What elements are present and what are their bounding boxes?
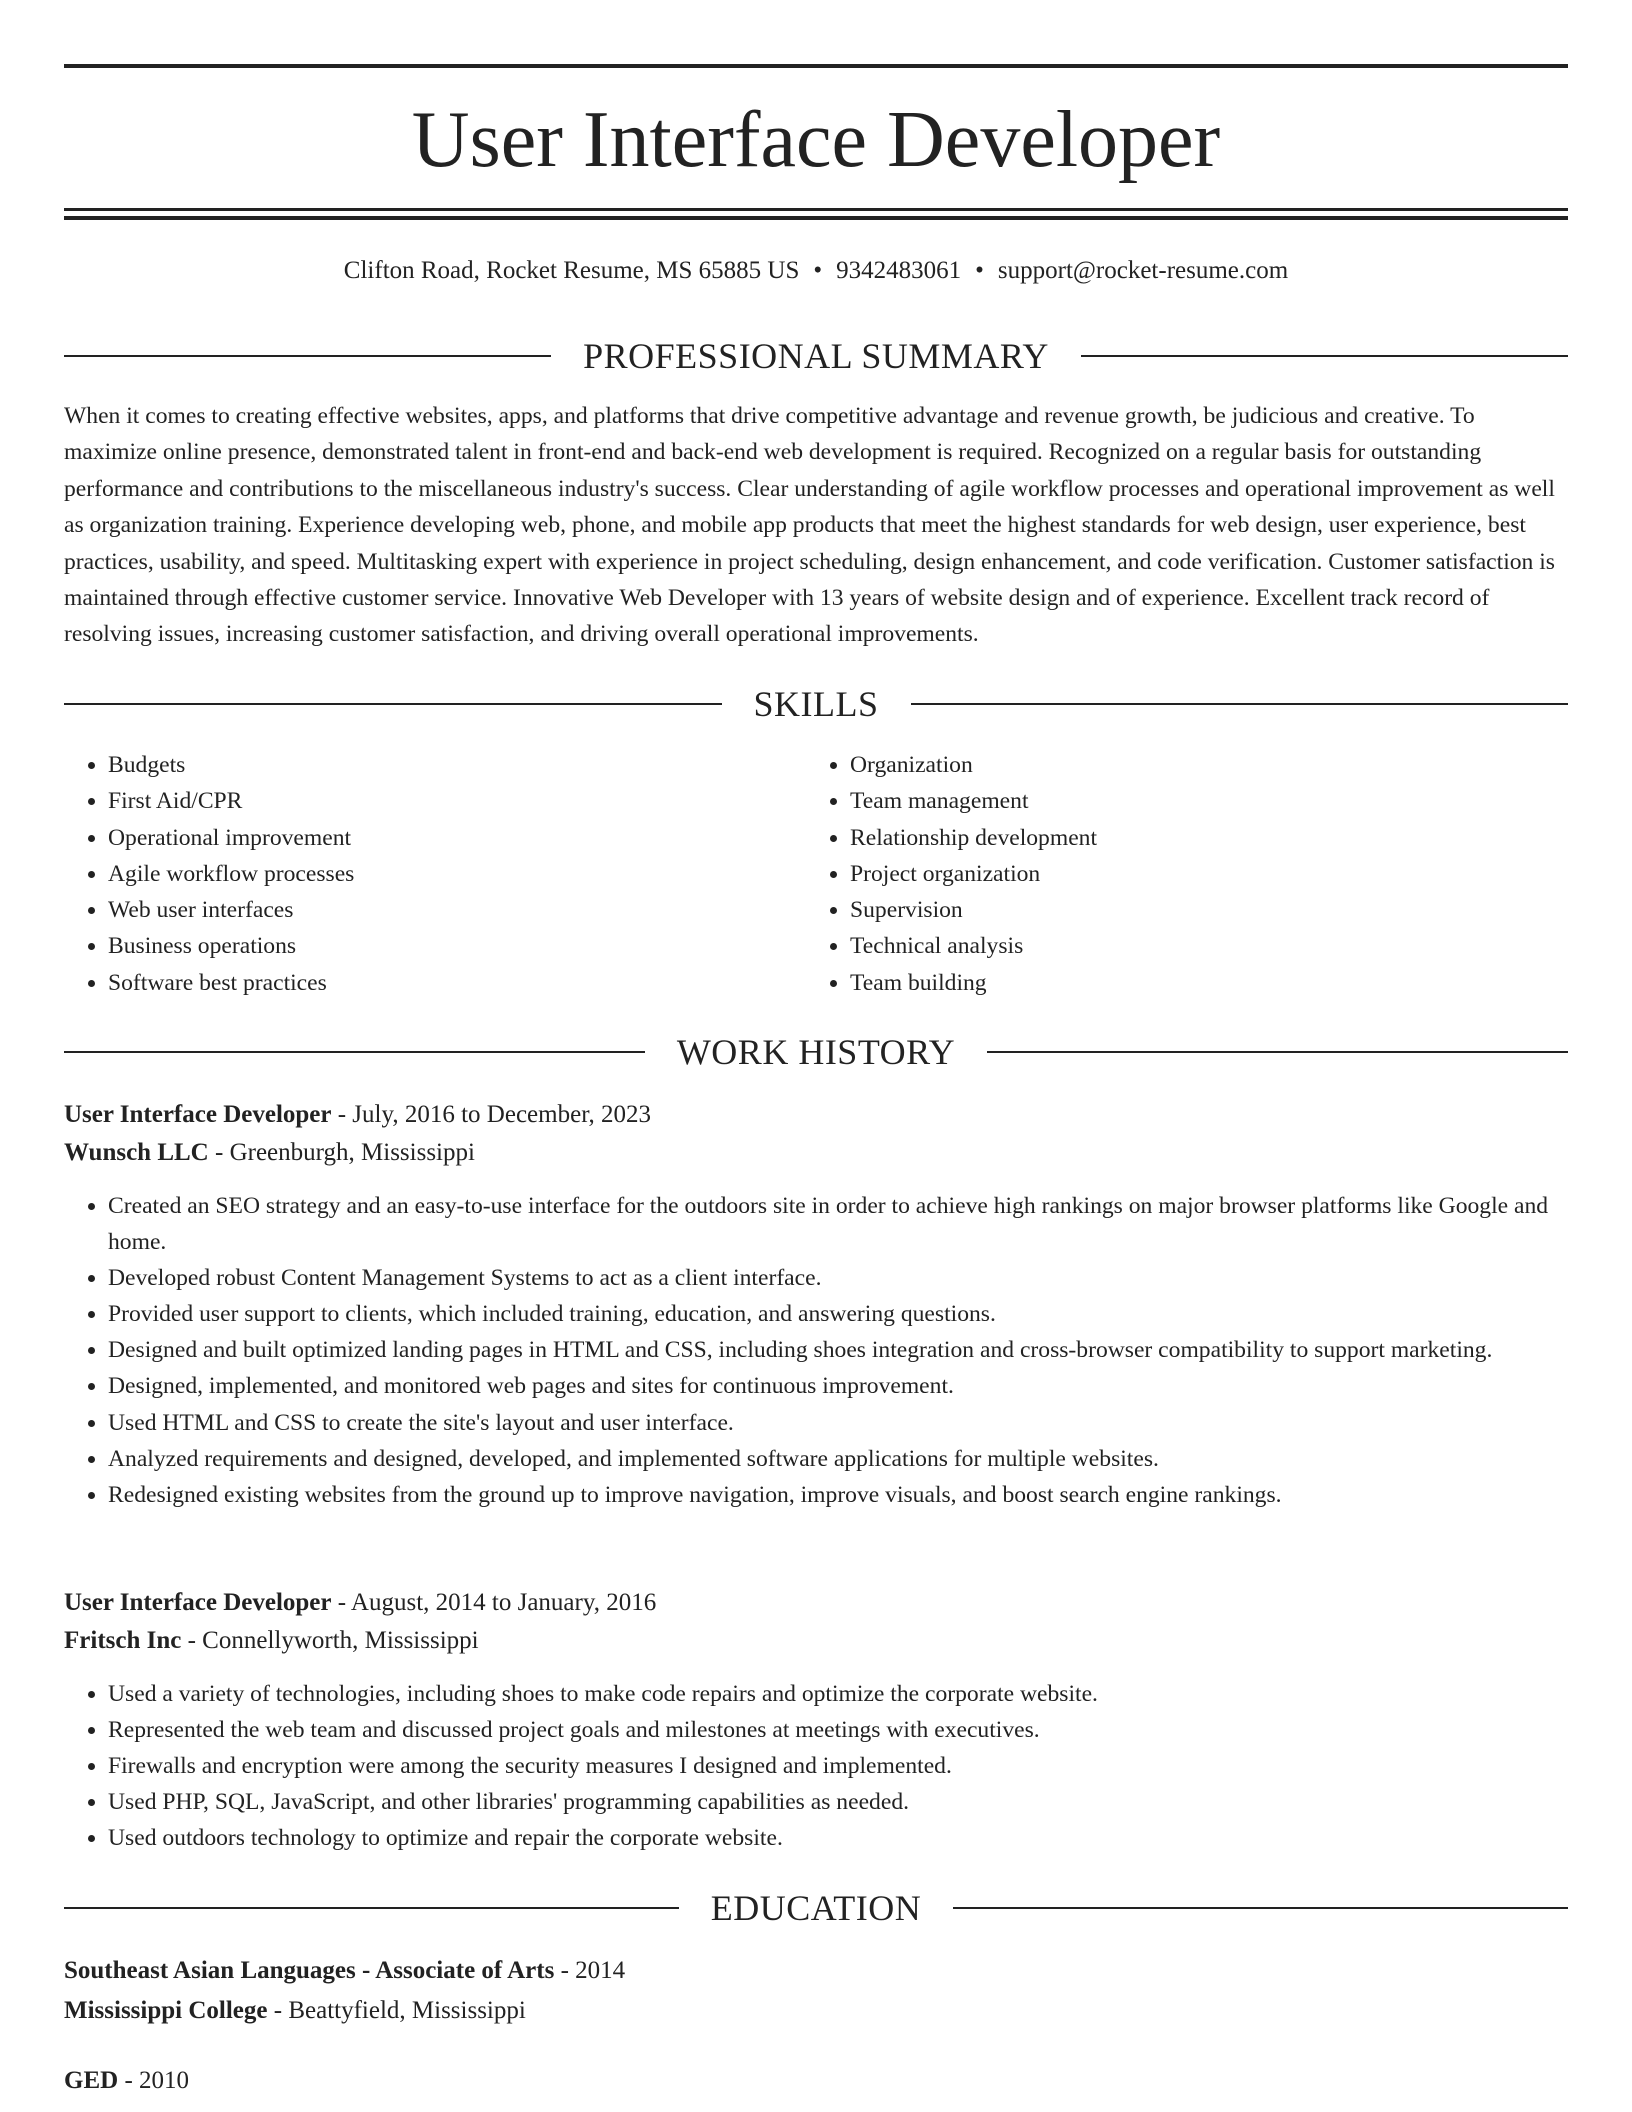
- job-bullet: • Created an SEO strategy and an easy-to-use interface for the outdoors site in order to achieve high rankings on major browser platforms like Google and home.: [108, 1188, 1612, 1260]
- contact-line: [64, 254, 1568, 288]
- job-bullets: [64, 1676, 1612, 1856]
- header-top-rule: [64, 64, 1568, 68]
- contact-separator: •: [975, 257, 984, 284]
- education-year: - 2014: [554, 1957, 626, 1984]
- job-bullet: • Used HTML and CSS to create the site's layout and user interface.: [108, 1405, 1612, 1441]
- job-location: - Greenburgh, Mississippi: [208, 1139, 475, 1166]
- skill-item: • First Aid/CPR: [108, 783, 806, 819]
- job-company-line: [64, 1136, 1568, 1170]
- section-title-education: EDUCATION: [710, 1888, 922, 1928]
- job-title-line: [64, 1586, 1568, 1620]
- education-degree-line: [64, 2064, 1568, 2098]
- job-company: Fritsch Inc: [64, 1627, 182, 1654]
- header-rule-lower: [64, 216, 1568, 220]
- section-rule-left: [64, 703, 722, 705]
- skill-item: • Relationship development: [850, 820, 1548, 856]
- job-bullet: • Represented the web team and discussed project goals and milestones at meetings with executives.: [108, 1712, 1612, 1748]
- skill-item: • Software best practices: [108, 965, 806, 1001]
- job-dates: - July, 2016 to December, 2023: [331, 1101, 652, 1128]
- education-school-line: [64, 1994, 1568, 2028]
- job-title: User Interface Developer: [64, 1589, 332, 1616]
- skill-item: • Team building: [850, 965, 1548, 1001]
- section-rule-left: [64, 1051, 645, 1053]
- job-bullets: [64, 1188, 1612, 1513]
- skill-item: • Technical analysis: [850, 928, 1548, 964]
- education-degree: GED: [64, 2067, 119, 2094]
- job-bullet: • Used a variety of technologies, including shoes to make code repairs and optimize the corporate website.: [108, 1676, 1612, 1712]
- job-company: Wunsch LLC: [64, 1139, 209, 1166]
- skill-item: • Supervision: [850, 892, 1548, 928]
- skill-item: • Budgets: [108, 747, 806, 783]
- job-bullet: • Designed and built optimized landing pages in HTML and CSS, including shoes integration and cross-browser compatibility to support marketing.: [108, 1332, 1612, 1368]
- section-header-education: [64, 1888, 1568, 1928]
- skill-item: • Project organization: [850, 856, 1548, 892]
- section-rule-right: [987, 1051, 1568, 1053]
- job-bullet: • Analyzed requirements and designed, developed, and implemented software applications for multiple websites.: [108, 1441, 1612, 1477]
- skill-item: • Organization: [850, 747, 1548, 783]
- section-title-work: WORK HISTORY: [676, 1032, 956, 1072]
- contact-email: support@rocket-resume.com: [997, 257, 1289, 284]
- job-bullet: • Provided user support to clients, which included training, education, and answering questions.: [108, 1296, 1612, 1332]
- job-bullet: • Designed, implemented, and monitored web pages and sites for continuous improvement.: [108, 1368, 1612, 1404]
- section-rule-right: [911, 703, 1569, 705]
- job-dates: - August, 2014 to January, 2016: [331, 1589, 657, 1616]
- job-location: - Connellyworth, Mississippi: [181, 1627, 479, 1654]
- summary-paragraph: When it comes to creating effective websites, apps, and platforms that drive competitive advantage and revenue growth, be judicious and creative. To maximize online presence, demonstrated talent in front-end and back-end web development is required. Recognized on a regular basis for outstanding performance and contributions to the miscellaneous industry's success. Clear understanding of agile workflow processes and operational improvement as well as organization training. Experience developing web, phone, and mobile app products that meet the highest standards for web design, user experience, best practices, usability, and speed. Multitasking expert with experience in project scheduling, design enhancement, and code verification. Customer satisfaction is maintained through effective customer service. Innovative Web Developer with 13 years of website design and of experience. Excellent track record of resolving issues, increasing customer satisfaction, and driving overall operational improvements.: [64, 403, 1555, 648]
- job-title: User Interface Developer: [64, 1101, 332, 1128]
- job-bullet: • Firewalls and encryption were among the security measures I designed and implemented.: [108, 1748, 1612, 1784]
- skills-column-right: [806, 747, 1548, 1001]
- education-school: Mississippi College: [64, 1997, 268, 2024]
- job-bullet: • Redesigned existing websites from the ground up to improve navigation, improve visuals, and boost search engine rankings.: [108, 1477, 1612, 1513]
- education-location: - Beattyfield, Mississippi: [267, 1997, 526, 2024]
- skill-item: • Agile workflow processes: [108, 856, 806, 892]
- contact-separator: •: [813, 257, 823, 284]
- skill-item: • Business operations: [108, 928, 806, 964]
- section-rule-left: [64, 1907, 679, 1909]
- resume-name: User Interface Developer: [411, 96, 1221, 184]
- header-rule-upper: [64, 208, 1568, 211]
- section-header-summary: [64, 336, 1568, 376]
- skill-item: • Operational improvement: [108, 820, 806, 856]
- section-header-work: [64, 1032, 1568, 1072]
- education-degree-line: [64, 1954, 1568, 1988]
- job-company-line: [64, 1624, 1568, 1658]
- contact-address: Clifton Road, Rocket Resume, MS 65885 US: [343, 257, 800, 284]
- job-bullet: • Used PHP, SQL, JavaScript, and other libraries' programming capabilities as needed.: [108, 1784, 1612, 1820]
- section-header-skills: [64, 684, 1568, 724]
- section-title-skills: SKILLS: [753, 684, 879, 724]
- contact-phone: 9342483061: [836, 257, 962, 284]
- skill-item: • Web user interfaces: [108, 892, 806, 928]
- section-rule-right: [1081, 355, 1568, 357]
- job-bullet: • Used outdoors technology to optimize and repair the corporate website.: [108, 1820, 1612, 1856]
- job-bullet: • Developed robust Content Management Systems to act as a client interface.: [108, 1260, 1612, 1296]
- education-degree: Southeast Asian Languages - Associate of Arts: [64, 1957, 555, 1984]
- education-year: - 2010: [118, 2067, 190, 2094]
- skills-list: [64, 747, 1568, 1001]
- section-rule-left: [64, 355, 551, 357]
- skills-column-left: [64, 747, 806, 1001]
- job-title-line: [64, 1098, 1568, 1132]
- section-title-summary: PROFESSIONAL SUMMARY: [583, 336, 1049, 376]
- section-rule-right: [953, 1907, 1568, 1909]
- skill-item: • Team management: [850, 783, 1548, 819]
